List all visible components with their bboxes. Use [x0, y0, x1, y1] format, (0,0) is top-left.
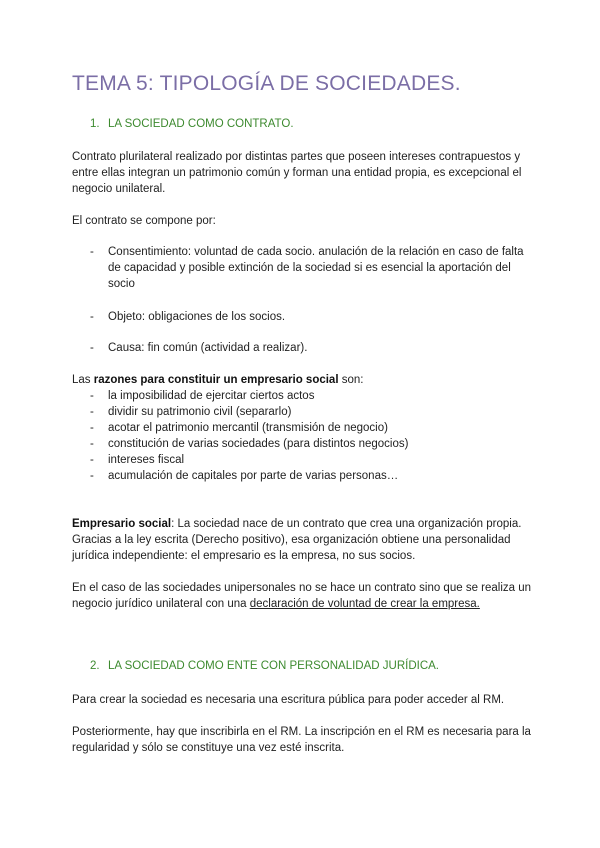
list-item-text: dividir su patrimonio civil (separarlo) — [108, 406, 292, 418]
page-title: TEMA 5: TIPOLOGÍA DE SOCIEDADES. — [72, 72, 461, 95]
bullet-dash: - — [90, 406, 94, 418]
section-heading-2 — [90, 660, 439, 672]
empresario-bold: Empresario social — [72, 518, 172, 530]
intro-paragraph: Contrato plurilateral realizado por distintas partes que poseen intereses contrapuestos y entre ellas integran un patrimonio común y forman una entidad propia, es excepcional el negocio unilateral. — [72, 151, 522, 195]
escritura-paragraph: Para crear la sociedad es necesaria una escritura pública para poder acceder al RM. — [72, 694, 505, 706]
empresario-text: : La sociedad nace de un contrato que crea una organización propia. Gracias a la ley escrita (Derecho positivo), esa organización obtiene una personalidad jurídica independiente: el empresario es la empresa, no sus socios. — [72, 518, 522, 562]
list-item — [90, 436, 530, 452]
bullet-dash: - — [90, 470, 94, 482]
list-item — [90, 452, 530, 468]
reasons-intro — [72, 372, 532, 388]
reasons-suffix: son: — [338, 374, 364, 386]
section-heading-text: LA SOCIEDAD COMO ENTE CON PERSONALIDAD JURÍDICA. — [108, 660, 440, 672]
bullet-dash: - — [90, 438, 94, 450]
section-number: 1. — [90, 118, 100, 130]
list-item — [90, 309, 530, 325]
bullet-dash: - — [90, 422, 94, 434]
unipersonal-paragraph — [72, 580, 532, 612]
section-heading-1 — [90, 118, 294, 130]
bullet-dash: - — [90, 454, 94, 466]
bullet-dash: - — [90, 390, 94, 402]
list-item-text: Objeto: obligaciones de los socios. — [108, 311, 286, 323]
list-item-text: constitución de varias sociedades (para distintos negocios) — [108, 438, 409, 450]
section-number: 2. — [90, 660, 100, 672]
unipersonal-text: En el caso de las sociedades unipersonales no se hace un contrato sino que se realiza un negocio jurídico unilateral con una — [72, 582, 532, 610]
reasons-bold: razones para constituir un empresario social — [93, 374, 339, 386]
list-item-text: Causa: fin común (actividad a realizar). — [108, 342, 308, 354]
empresario-paragraph — [72, 516, 532, 564]
list-item — [90, 468, 530, 484]
list-item — [90, 404, 530, 420]
contract-intro: El contrato se compone por: — [72, 215, 216, 227]
reasons-prefix: Las — [72, 374, 94, 386]
unipersonal-underlined: declaración de voluntad de crear la empresa. — [249, 598, 480, 610]
list-item — [90, 388, 530, 404]
bullet-dash: - — [90, 246, 94, 258]
list-item — [90, 420, 530, 436]
inscripcion-paragraph: Posteriormente, hay que inscribirla en el RM. La inscripción en el RM es necesaria para la regularidad y sólo se constituye una vez esté inscrita. — [72, 726, 531, 754]
list-item-text: acumulación de capitales por parte de varias personas… — [108, 470, 399, 482]
section-heading-text: LA SOCIEDAD COMO CONTRATO. — [108, 118, 294, 130]
list-item-text: acotar el patrimonio mercantil (transmisión de negocio) — [108, 422, 388, 434]
list-item — [90, 244, 530, 292]
bullet-dash: - — [90, 311, 94, 323]
list-item-text: la imposibilidad de ejercitar ciertos actos — [108, 390, 315, 402]
list-item-text: Consentimiento: voluntad de cada socio. anulación de la relación en caso de falta de capacidad y posible extinción de la sociedad si es esencial la aportación del socio — [108, 246, 524, 290]
list-item-text: intereses fiscal — [108, 454, 185, 466]
bullet-dash: - — [90, 342, 94, 354]
list-item — [90, 340, 530, 356]
